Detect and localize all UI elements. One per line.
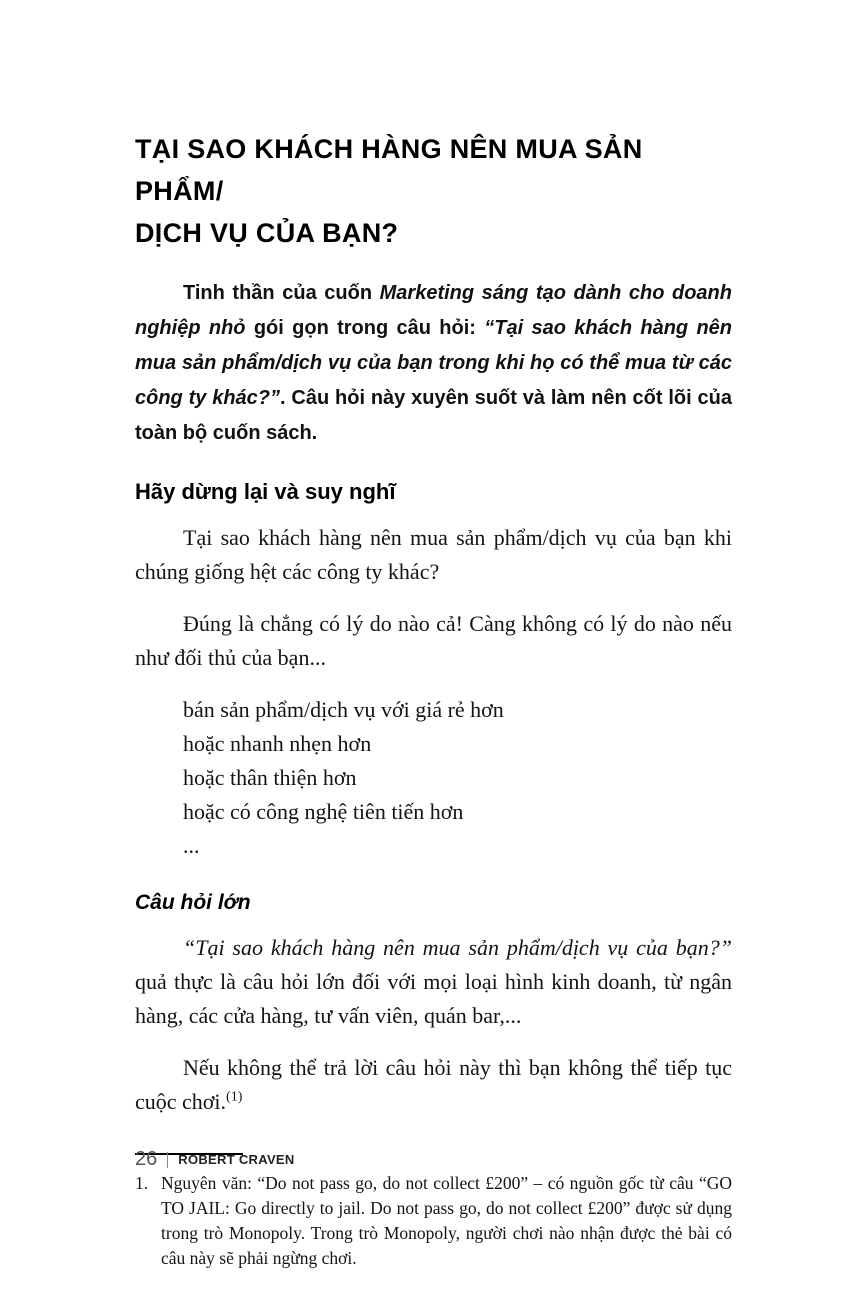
intro-run-3: . Câu hỏi này xuyên suốt và làm nên cốt lõi của toàn bộ cuốn sách. xyxy=(135,387,732,444)
big-question-rest: quả thực là câu hỏi lớn đối với mọi loại hình kinh doanh, từ ngân hàng, các cửa hàng, tư vấn viên, quán bar,... xyxy=(135,969,732,1028)
paragraph-why-buy: Tại sao khách hàng nên mua sản phẩm/dịch vụ của bạn khi chúng giống hệt các công ty khác? xyxy=(135,525,732,584)
cannot-continue-text: Nếu không thể trả lời câu hỏi này thì bạn không thể tiếp tục cuộc chơi. xyxy=(135,1055,732,1114)
list-item: hoặc nhanh nhẹn hơn xyxy=(183,731,372,756)
intro-question-quote: “Tại sao khách hàng nên mua sản phẩm/dịch vụ của bạn trong khi họ có thể mua từ các công ty khác?” xyxy=(135,317,732,409)
footnote-reference: (1) xyxy=(226,1089,243,1105)
page-number: 26 xyxy=(135,1148,158,1170)
author-name: ROBERT CRAVEN xyxy=(178,1152,295,1167)
footnote-number: 1. xyxy=(135,1173,149,1193)
chapter-title-line2: DỊCH VỤ CỦA BẠN? xyxy=(135,218,399,248)
footer-divider xyxy=(167,1152,168,1168)
list-item: ... xyxy=(183,833,200,858)
list-item: hoặc thân thiện hơn xyxy=(183,765,357,790)
chapter-title xyxy=(135,128,732,254)
intro-run-1: Tinh thần của cuốn xyxy=(183,282,380,304)
page-footer xyxy=(135,1148,295,1171)
competitor-alternatives-list xyxy=(183,693,732,863)
chapter-title-line1: TẠI SAO KHÁCH HÀNG NÊN MUA SẢN PHẨM/ xyxy=(135,134,643,206)
intro-paragraph xyxy=(135,276,732,451)
section-heading-stop-and-think: Hãy dừng lại và suy nghĩ xyxy=(135,479,396,504)
paragraph-cannot-continue xyxy=(135,1051,732,1119)
intro-run-2: gói gọn trong câu hỏi: xyxy=(245,317,485,339)
page-content xyxy=(135,128,732,1271)
paragraph-big-question xyxy=(135,931,732,1033)
list-item: hoặc có công nghệ tiên tiến hơn xyxy=(183,799,464,824)
footnote xyxy=(135,1171,732,1271)
big-question-quote: “Tại sao khách hàng nên mua sản phẩm/dịch vụ của bạn?” xyxy=(183,935,732,960)
intro-book-title: Marketing sáng tạo dành cho doanh nghiệp nhỏ xyxy=(135,282,732,339)
footnote-text: Nguyên văn: “Do not pass go, do not collect £200” – có nguồn gốc từ câu “GO TO JAIL: Go directly to jail. Do not pass go, do not collect £200” được sử dụng trong trò Monopoly. Trong trò Monopoly, người chơi nào nhận được thẻ bài có câu này sẽ phải ngừng chơi. xyxy=(161,1173,732,1268)
paragraph-no-reason: Đúng là chẳng có lý do nào cả! Càng không có lý do nào nếu như đối thủ của bạn... xyxy=(135,611,732,670)
list-item: bán sản phẩm/dịch vụ với giá rẻ hơn xyxy=(183,697,504,722)
section-heading-big-question: Câu hỏi lớn xyxy=(135,891,251,914)
